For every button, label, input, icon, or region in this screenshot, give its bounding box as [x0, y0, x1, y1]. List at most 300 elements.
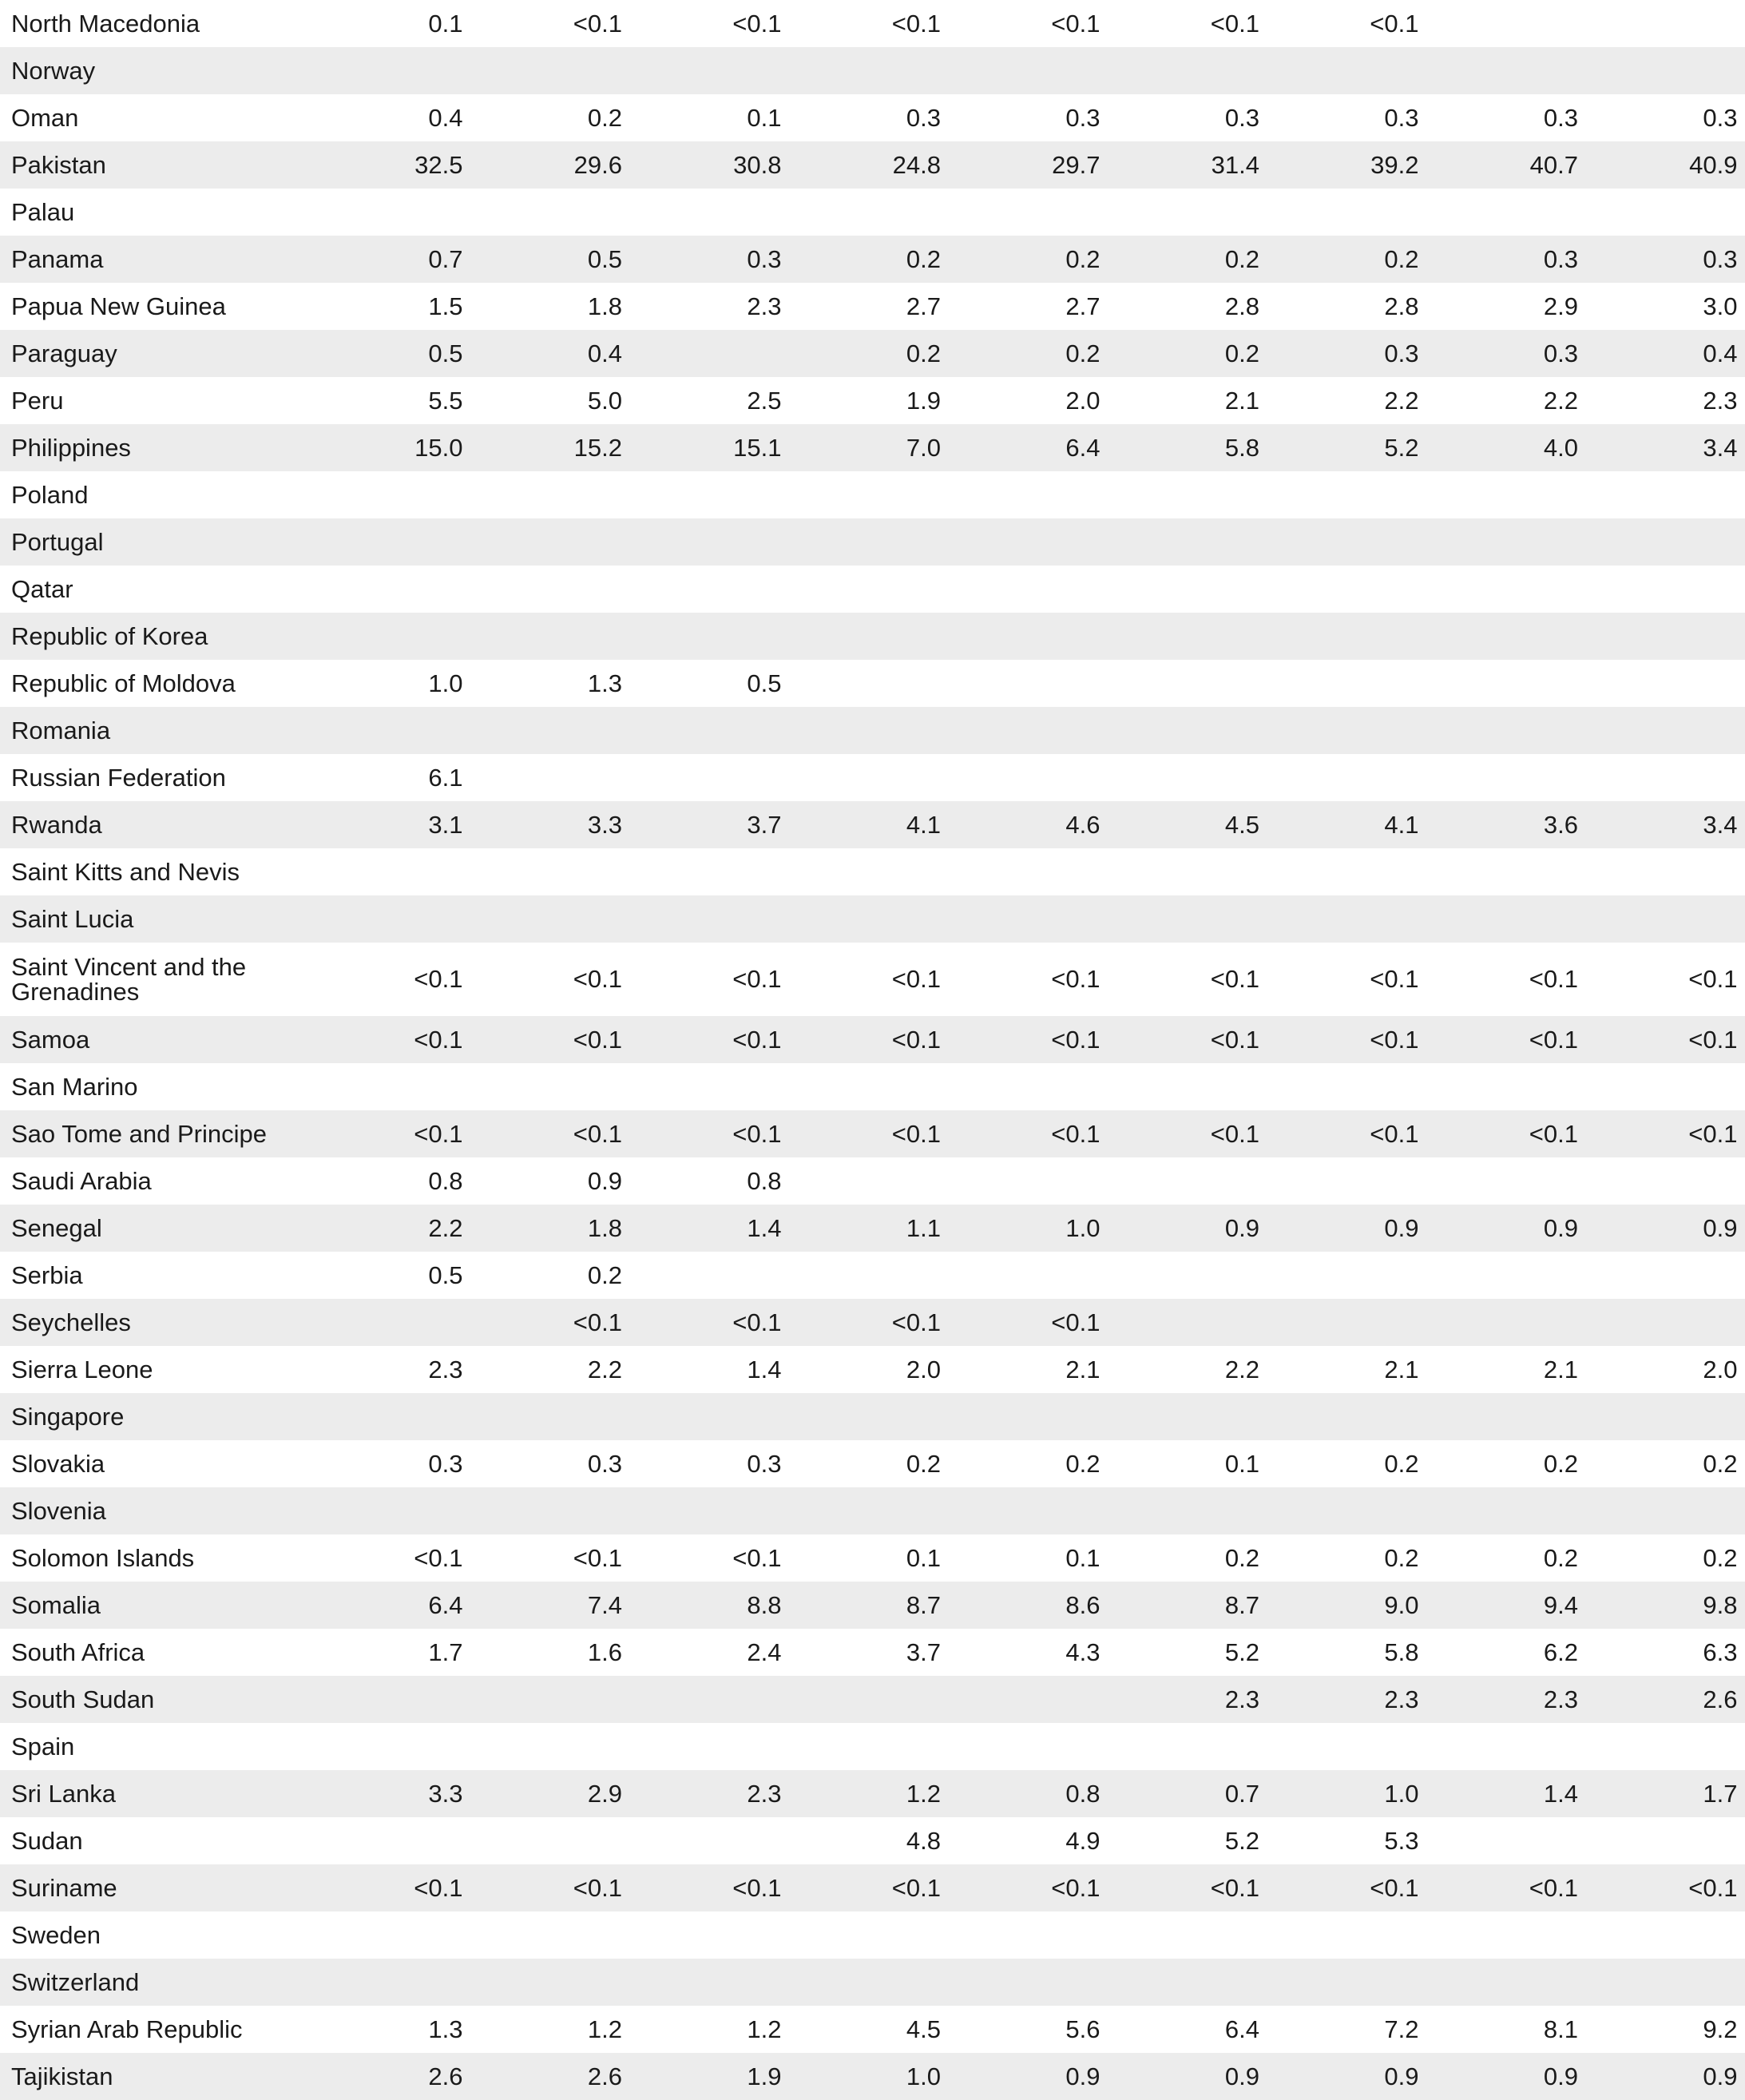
- value-cell: <0.1: [891, 1025, 941, 1054]
- value-cell: <0.1: [891, 1119, 941, 1148]
- value-cell: 2.1: [1065, 1355, 1101, 1383]
- table-row: [0, 1393, 1745, 1440]
- country-name: Slovenia: [11, 1496, 106, 1525]
- value-cell: 2.3: [1224, 1685, 1259, 1713]
- value-cell: 1.2: [906, 1779, 941, 1808]
- value-cell: <0.1: [1529, 1119, 1578, 1148]
- value-cell: 4.1: [906, 810, 941, 839]
- table-row: [0, 189, 1745, 236]
- value-cell: 7.0: [906, 433, 941, 462]
- value-cell: 5.0: [587, 386, 622, 415]
- value-cell: 0.3: [1065, 103, 1101, 132]
- value-cell: 7.4: [587, 1590, 622, 1619]
- value-cell: 29.7: [1052, 150, 1101, 179]
- value-cell: 0.2: [1065, 244, 1101, 273]
- value-cell: <0.1: [1210, 1873, 1259, 1902]
- value-cell: 1.4: [747, 1355, 782, 1383]
- table-row: [0, 1770, 1745, 1817]
- value-cell: 0.3: [1384, 339, 1419, 367]
- country-name: Sri Lanka: [11, 1779, 116, 1808]
- value-cell: 2.5: [747, 386, 782, 415]
- table-row: [0, 613, 1745, 660]
- value-cell: 3.4: [1703, 433, 1738, 462]
- value-cell: 6.4: [1224, 2015, 1259, 2043]
- value-cell: <0.1: [414, 1119, 463, 1148]
- value-cell: 2.3: [747, 1779, 782, 1808]
- value-cell: 2.6: [587, 2062, 622, 2090]
- value-cell: <0.1: [1370, 1873, 1419, 1902]
- value-cell: 0.3: [428, 1449, 463, 1478]
- value-cell: 8.7: [1224, 1590, 1259, 1619]
- value-cell: <0.1: [1370, 1025, 1419, 1054]
- value-cell: 3.1: [428, 810, 463, 839]
- value-cell: 1.5: [428, 292, 463, 320]
- table-row: [0, 1582, 1745, 1629]
- country-name: Slovakia: [11, 1449, 105, 1478]
- value-cell: 8.8: [747, 1590, 782, 1619]
- table-row: [0, 1911, 1745, 1959]
- value-cell: 0.9: [587, 1166, 622, 1195]
- value-cell: 5.2: [1224, 1826, 1259, 1855]
- value-cell: 2.3: [1703, 386, 1738, 415]
- value-cell: 1.4: [747, 1213, 782, 1242]
- value-cell: 6.1: [428, 763, 463, 792]
- value-cell: 2.0: [1703, 1355, 1738, 1383]
- country-name: Seychelles: [11, 1308, 131, 1336]
- table-row: [0, 2053, 1745, 2100]
- country-name: San Marino: [11, 1072, 138, 1101]
- country-name: North Macedonia: [11, 9, 200, 38]
- value-cell: 0.2: [1224, 339, 1259, 367]
- value-cell: 1.8: [587, 1213, 622, 1242]
- value-cell: <0.1: [1051, 1025, 1101, 1054]
- country-name: Samoa: [11, 1025, 90, 1054]
- table-row: [0, 1864, 1745, 1911]
- value-cell: 2.7: [906, 292, 941, 320]
- value-cell: 1.9: [906, 386, 941, 415]
- value-cell: 0.5: [428, 339, 463, 367]
- value-cell: 0.4: [587, 339, 622, 367]
- table-row: [0, 1723, 1745, 1770]
- value-cell: <0.1: [732, 1543, 782, 1572]
- country-name: South Sudan: [11, 1685, 155, 1713]
- country-name: Saint Vincent and the Grenadines: [11, 953, 247, 1006]
- value-cell: <0.1: [891, 1308, 941, 1336]
- value-cell: 2.2: [1543, 386, 1578, 415]
- value-cell: 4.0: [1543, 433, 1578, 462]
- value-cell: 39.2: [1370, 150, 1419, 179]
- country-name: Philippines: [11, 433, 131, 462]
- value-cell: <0.1: [1210, 1119, 1259, 1148]
- value-cell: 9.2: [1703, 2015, 1738, 2043]
- country-name: Peru: [11, 386, 64, 415]
- value-cell: 0.9: [1224, 2062, 1259, 2090]
- country-name: Rwanda: [11, 810, 102, 839]
- value-cell: <0.1: [414, 1025, 463, 1054]
- value-cell: 3.3: [587, 810, 622, 839]
- value-cell: <0.1: [891, 9, 941, 38]
- value-cell: 2.3: [1543, 1685, 1578, 1713]
- table-row: [0, 424, 1745, 471]
- table-row: [0, 707, 1745, 754]
- table-row: [0, 1487, 1745, 1534]
- value-cell: 4.6: [1065, 810, 1101, 839]
- country-name: Sao Tome and Principe: [11, 1119, 267, 1148]
- country-name: Suriname: [11, 1873, 117, 1902]
- value-cell: 1.4: [1543, 1779, 1578, 1808]
- value-cell: 0.3: [1224, 103, 1259, 132]
- value-cell: <0.1: [891, 1873, 941, 1902]
- table-row: [0, 94, 1745, 141]
- table-row: [0, 47, 1745, 94]
- value-cell: 1.0: [906, 2062, 941, 2090]
- value-cell: <0.1: [732, 1308, 782, 1336]
- country-name: Saudi Arabia: [11, 1166, 152, 1195]
- table-row: [0, 895, 1745, 943]
- country-name: Serbia: [11, 1260, 83, 1289]
- table-row: [0, 660, 1745, 707]
- value-cell: 1.0: [428, 669, 463, 697]
- value-cell: 0.9: [1543, 2062, 1578, 2090]
- value-cell: <0.1: [1370, 9, 1419, 38]
- table-row: [0, 1299, 1745, 1346]
- value-cell: 0.2: [587, 103, 622, 132]
- value-cell: 0.1: [428, 9, 463, 38]
- value-cell: 0.9: [1065, 2062, 1101, 2090]
- table-row: [0, 377, 1745, 424]
- value-cell: 9.4: [1543, 1590, 1578, 1619]
- value-cell: 0.1: [1065, 1543, 1101, 1572]
- table-row: [0, 1440, 1745, 1487]
- value-cell: 5.2: [1384, 433, 1419, 462]
- value-cell: <0.1: [414, 1873, 463, 1902]
- value-cell: 2.9: [587, 1779, 622, 1808]
- value-cell: 0.3: [1543, 339, 1578, 367]
- value-cell: <0.1: [573, 9, 622, 38]
- value-cell: 5.8: [1384, 1638, 1419, 1666]
- value-cell: 0.5: [747, 669, 782, 697]
- value-cell: 0.5: [587, 244, 622, 273]
- table-row: [0, 1063, 1745, 1110]
- value-cell: 1.1: [906, 1213, 941, 1242]
- value-cell: 0.2: [1384, 1449, 1419, 1478]
- value-cell: 0.9: [1384, 2062, 1419, 2090]
- table-row: [0, 801, 1745, 848]
- table-row: [0, 471, 1745, 518]
- table-row: [0, 848, 1745, 895]
- country-name: Singapore: [11, 1402, 125, 1431]
- value-cell: 0.1: [906, 1543, 941, 1572]
- country-name: Papua New Guinea: [11, 292, 226, 320]
- country-name: Switzerland: [11, 1967, 140, 1996]
- country-name: Sierra Leone: [11, 1355, 153, 1383]
- value-cell: 0.9: [1543, 1213, 1578, 1242]
- table-row: [0, 330, 1745, 377]
- value-cell: <0.1: [573, 1873, 622, 1902]
- value-cell: <0.1: [1688, 965, 1738, 993]
- value-cell: 2.3: [1384, 1685, 1419, 1713]
- value-cell: <0.1: [573, 1543, 622, 1572]
- value-cell: 2.1: [1543, 1355, 1578, 1383]
- country-name: Palau: [11, 197, 75, 226]
- value-cell: 5.5: [428, 386, 463, 415]
- country-name: Saint Lucia: [11, 904, 134, 933]
- value-cell: 15.2: [573, 433, 622, 462]
- value-cell: 32.5: [414, 150, 463, 179]
- value-cell: 6.3: [1703, 1638, 1738, 1666]
- value-cell: 0.2: [906, 1449, 941, 1478]
- value-cell: 1.9: [747, 2062, 782, 2090]
- value-cell: 0.4: [428, 103, 463, 132]
- value-cell: 0.9: [1703, 2062, 1738, 2090]
- value-cell: 0.9: [1703, 1213, 1738, 1242]
- value-cell: <0.1: [732, 1025, 782, 1054]
- value-cell: 1.3: [428, 2015, 463, 2043]
- value-cell: 3.7: [747, 810, 782, 839]
- table-row: [0, 141, 1745, 189]
- country-name: Russian Federation: [11, 763, 226, 792]
- value-cell: 0.3: [906, 103, 941, 132]
- value-cell: 0.7: [1224, 1779, 1259, 1808]
- value-cell: 4.8: [906, 1826, 941, 1855]
- value-cell: 0.3: [1384, 103, 1419, 132]
- value-cell: 7.2: [1384, 2015, 1419, 2043]
- value-cell: <0.1: [1210, 1025, 1259, 1054]
- value-cell: 0.1: [747, 103, 782, 132]
- value-cell: 0.8: [747, 1166, 782, 1195]
- country-name: Republic of Korea: [11, 621, 208, 650]
- table-row: [0, 1157, 1745, 1205]
- value-cell: 40.7: [1529, 150, 1578, 179]
- value-cell: 2.8: [1384, 292, 1419, 320]
- value-cell: 5.3: [1384, 1826, 1419, 1855]
- value-cell: 1.3: [587, 669, 622, 697]
- table-row: [0, 943, 1745, 1016]
- value-cell: 0.3: [747, 244, 782, 273]
- value-cell: 4.1: [1384, 810, 1419, 839]
- country-name: Saint Kitts and Nevis: [11, 857, 240, 886]
- value-cell: <0.1: [732, 1873, 782, 1902]
- table-row: [0, 1205, 1745, 1252]
- value-cell: 1.2: [747, 2015, 782, 2043]
- country-name: Poland: [11, 480, 89, 509]
- country-name: Paraguay: [11, 339, 117, 367]
- value-cell: 15.0: [414, 433, 463, 462]
- country-name: Portugal: [11, 527, 104, 556]
- value-cell: <0.1: [1688, 1119, 1738, 1148]
- value-cell: <0.1: [573, 965, 622, 993]
- value-cell: 15.1: [733, 433, 782, 462]
- table-row: [0, 566, 1745, 613]
- value-cell: 6.4: [428, 1590, 463, 1619]
- value-cell: 0.2: [906, 339, 941, 367]
- value-cell: <0.1: [1051, 1308, 1101, 1336]
- value-cell: <0.1: [1051, 1873, 1101, 1902]
- value-cell: <0.1: [1051, 965, 1101, 993]
- value-cell: 0.2: [1224, 244, 1259, 273]
- value-cell: 0.3: [747, 1449, 782, 1478]
- value-cell: 1.6: [587, 1638, 622, 1666]
- value-cell: 0.9: [1384, 1213, 1419, 1242]
- value-cell: 6.4: [1065, 433, 1101, 462]
- value-cell: 2.9: [1543, 292, 1578, 320]
- value-cell: 9.8: [1703, 1590, 1738, 1619]
- value-cell: 4.3: [1065, 1638, 1101, 1666]
- table-row: [0, 1534, 1745, 1582]
- value-cell: <0.1: [414, 1543, 463, 1572]
- value-cell: 0.3: [1543, 244, 1578, 273]
- country-name: Syrian Arab Republic: [11, 2015, 243, 2043]
- value-cell: 0.4: [1703, 339, 1738, 367]
- country-name: Somalia: [11, 1590, 101, 1619]
- value-cell: 1.2: [587, 2015, 622, 2043]
- value-cell: 5.8: [1224, 433, 1259, 462]
- value-cell: <0.1: [1529, 965, 1578, 993]
- value-cell: 1.0: [1065, 1213, 1101, 1242]
- value-cell: 40.9: [1689, 150, 1738, 179]
- value-cell: <0.1: [573, 1025, 622, 1054]
- value-cell: 8.1: [1543, 2015, 1578, 2043]
- table-row: [0, 1676, 1745, 1723]
- value-cell: 3.7: [906, 1638, 941, 1666]
- value-cell: 2.2: [587, 1355, 622, 1383]
- value-cell: 2.0: [1065, 386, 1101, 415]
- country-name: Qatar: [11, 574, 73, 603]
- table-row: [0, 1016, 1745, 1063]
- table-row: [0, 2006, 1745, 2053]
- table-row: [0, 236, 1745, 283]
- table-row: [0, 283, 1745, 330]
- value-cell: <0.1: [1688, 1873, 1738, 1902]
- value-cell: <0.1: [1529, 1873, 1578, 1902]
- table-row: [0, 1346, 1745, 1393]
- value-cell: 1.7: [428, 1638, 463, 1666]
- value-cell: 2.3: [747, 292, 782, 320]
- value-cell: 2.1: [1224, 386, 1259, 415]
- value-cell: 30.8: [733, 150, 782, 179]
- value-cell: <0.1: [732, 965, 782, 993]
- value-cell: 24.8: [892, 150, 941, 179]
- country-name: Sudan: [11, 1826, 83, 1855]
- value-cell: 2.6: [1703, 1685, 1738, 1713]
- value-cell: 8.7: [906, 1590, 941, 1619]
- country-name: Sweden: [11, 1920, 101, 1949]
- value-cell: 2.6: [428, 2062, 463, 2090]
- value-cell: 0.9: [1224, 1213, 1259, 1242]
- country-name: South Africa: [11, 1638, 145, 1666]
- table-row: [0, 1817, 1745, 1864]
- value-cell: <0.1: [1051, 1119, 1101, 1148]
- country-name: Oman: [11, 103, 79, 132]
- value-cell: 2.0: [906, 1355, 941, 1383]
- value-cell: <0.1: [1688, 1025, 1738, 1054]
- value-cell: 8.6: [1065, 1590, 1101, 1619]
- value-cell: 3.0: [1703, 292, 1738, 320]
- value-cell: <0.1: [1210, 965, 1259, 993]
- value-cell: <0.1: [1051, 9, 1101, 38]
- country-name: Panama: [11, 244, 104, 273]
- value-cell: 0.2: [587, 1260, 622, 1289]
- country-name: Spain: [11, 1732, 75, 1761]
- value-cell: 5.6: [1065, 2015, 1101, 2043]
- value-cell: 0.8: [1065, 1779, 1101, 1808]
- value-cell: 0.2: [1065, 1449, 1101, 1478]
- value-cell: 3.3: [428, 1779, 463, 1808]
- value-cell: 2.8: [1224, 292, 1259, 320]
- value-cell: 0.2: [1543, 1543, 1578, 1572]
- value-cell: <0.1: [1370, 965, 1419, 993]
- value-cell: <0.1: [414, 965, 463, 993]
- value-cell: 0.7: [428, 244, 463, 273]
- value-cell: 0.2: [1224, 1543, 1259, 1572]
- value-cell: 0.2: [1543, 1449, 1578, 1478]
- value-cell: 0.2: [1703, 1449, 1738, 1478]
- value-cell: <0.1: [573, 1308, 622, 1336]
- value-cell: 0.2: [1065, 339, 1101, 367]
- value-cell: 0.3: [1703, 244, 1738, 273]
- value-cell: 4.5: [906, 2015, 941, 2043]
- value-cell: <0.1: [1210, 9, 1259, 38]
- value-cell: 1.7: [1703, 1779, 1738, 1808]
- value-cell: 0.8: [428, 1166, 463, 1195]
- value-cell: 3.4: [1703, 810, 1738, 839]
- value-cell: <0.1: [573, 1119, 622, 1148]
- value-cell: <0.1: [732, 9, 782, 38]
- value-cell: 0.3: [1703, 103, 1738, 132]
- value-cell: 0.1: [1224, 1449, 1259, 1478]
- value-cell: 1.8: [587, 292, 622, 320]
- value-cell: 0.2: [1384, 244, 1419, 273]
- value-cell: <0.1: [732, 1119, 782, 1148]
- value-cell: 2.2: [1384, 386, 1419, 415]
- table-row: [0, 1252, 1745, 1299]
- table-row: [0, 754, 1745, 801]
- value-cell: <0.1: [1370, 1119, 1419, 1148]
- country-name: Senegal: [11, 1213, 102, 1242]
- value-cell: 0.2: [1703, 1543, 1738, 1572]
- value-cell: 0.3: [1543, 103, 1578, 132]
- country-name: Tajikistan: [11, 2062, 113, 2090]
- value-cell: 6.2: [1543, 1638, 1578, 1666]
- value-cell: 2.1: [1384, 1355, 1419, 1383]
- value-cell: 0.3: [587, 1449, 622, 1478]
- table-row: [0, 1110, 1745, 1157]
- value-cell: 0.2: [1384, 1543, 1419, 1572]
- value-cell: 4.9: [1065, 1826, 1101, 1855]
- value-cell: 0.5: [428, 1260, 463, 1289]
- value-cell: 2.7: [1065, 292, 1101, 320]
- value-cell: 1.0: [1384, 1779, 1419, 1808]
- country-name: Romania: [11, 716, 111, 744]
- country-name: Republic of Moldova: [11, 669, 236, 697]
- value-cell: 3.6: [1543, 810, 1578, 839]
- value-cell: 0.2: [906, 244, 941, 273]
- value-cell: 4.5: [1224, 810, 1259, 839]
- table-row: [0, 518, 1745, 566]
- value-cell: <0.1: [891, 965, 941, 993]
- value-cell: 2.2: [1224, 1355, 1259, 1383]
- table-row: [0, 0, 1745, 47]
- value-cell: <0.1: [1529, 1025, 1578, 1054]
- table-row: [0, 1959, 1745, 2006]
- country-name: Norway: [11, 56, 96, 85]
- value-cell: 2.2: [428, 1213, 463, 1242]
- value-cell: 9.0: [1384, 1590, 1419, 1619]
- country-name: Solomon Islands: [11, 1543, 195, 1572]
- country-name: Pakistan: [11, 150, 106, 179]
- value-cell: 2.4: [747, 1638, 782, 1666]
- value-cell: 2.3: [428, 1355, 463, 1383]
